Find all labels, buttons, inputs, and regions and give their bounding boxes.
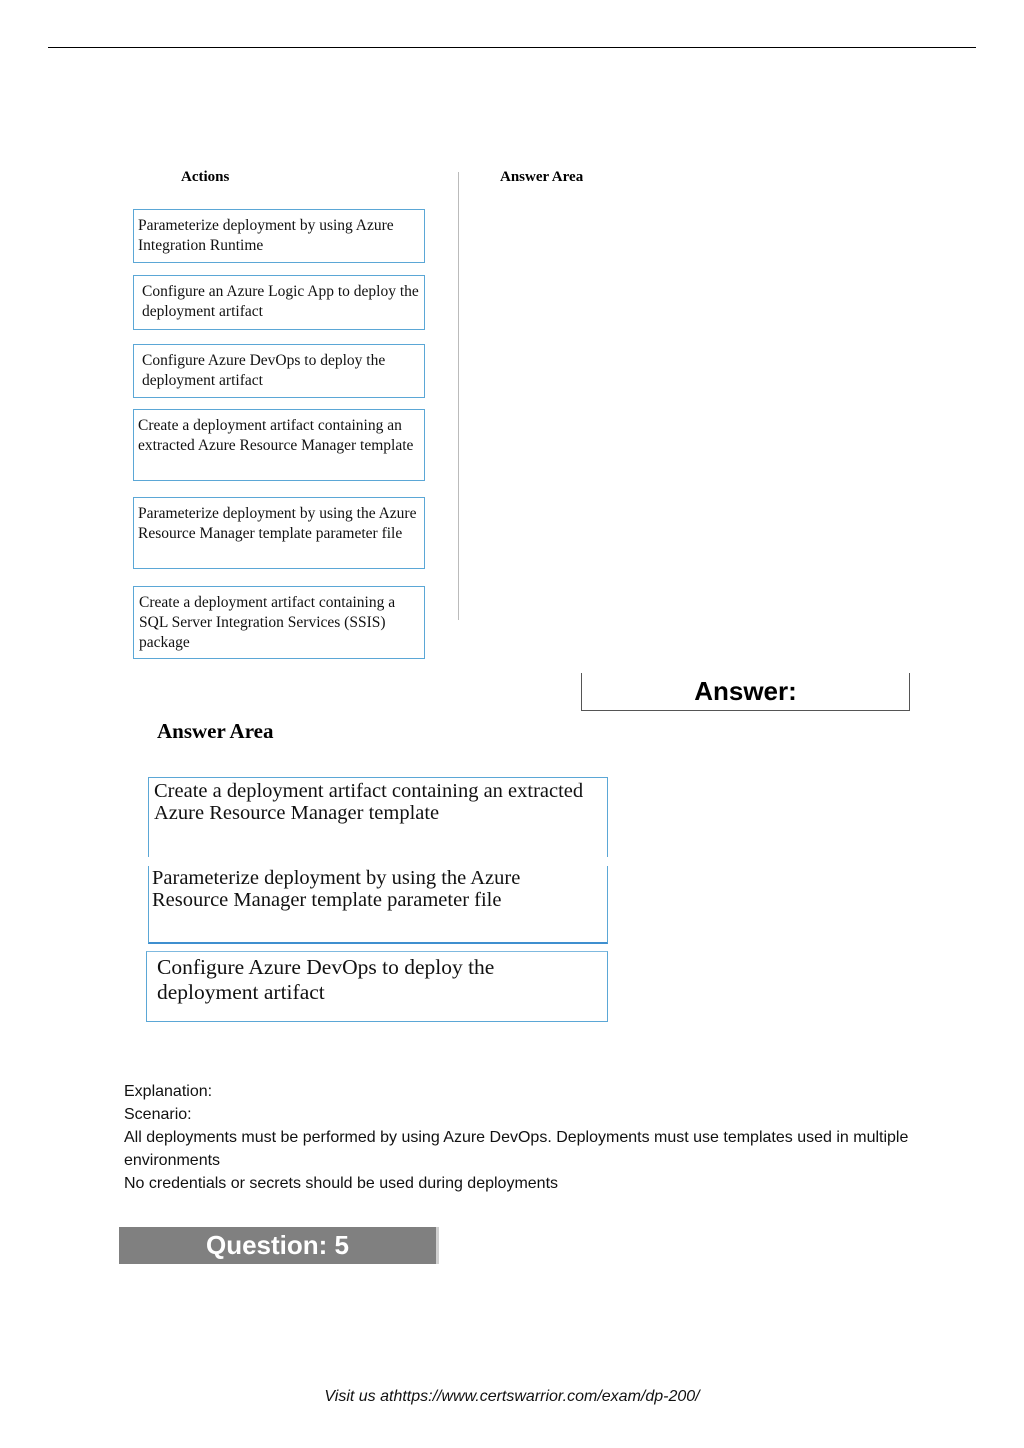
solution-step-2: Parameterize deployment by using the Azure Resource Manager template parameter file: [148, 866, 608, 944]
question-number-bar: [119, 1227, 439, 1264]
action-item-integration-runtime[interactable]: Parameterize deployment by using Azure Integration Runtime: [133, 209, 425, 263]
action-item-logic-app[interactable]: Configure an Azure Logic App to deploy the deployment artifact: [133, 275, 425, 330]
scenario-label: Scenario:: [124, 1106, 192, 1123]
action-item-arm-template-artifact[interactable]: Create a deployment artifact containing an extracted Azure Resource Manager template: [133, 409, 425, 481]
answer-label: Answer:: [581, 673, 910, 711]
actions-heading: Actions: [181, 169, 230, 185]
answer-area-heading: Answer Area: [500, 169, 584, 185]
solution-heading: Answer Area: [157, 719, 274, 743]
question-number: Question: 5: [205, 1230, 349, 1260]
explanation-line-1: All deployments must be performed by using Azure DevOps. Deployments must use templates used in multiple environments: [124, 1129, 909, 1169]
action-item-arm-parameter-file[interactable]: Parameterize deployment by using the Azure Resource Manager template parameter file: [133, 497, 425, 569]
header-rule: [48, 47, 976, 48]
explanation-label: Explanation:: [124, 1083, 213, 1100]
action-item-azure-devops[interactable]: Configure Azure DevOps to deploy the deployment artifact: [133, 344, 425, 398]
solution-step-1: Create a deployment artifact containing an extracted Azure Resource Manager template: [148, 777, 608, 857]
footer-link[interactable]: Visit us athttps://www.certswarrior.com/exam/dp-200/: [324, 1388, 700, 1405]
explanation-block: [124, 1080, 914, 1195]
action-item-ssis-package[interactable]: Create a deployment artifact containing a SQL Server Integration Services (SSIS) package: [133, 586, 425, 659]
explanation-line-2: No credentials or secrets should be used during deployments: [124, 1175, 559, 1192]
solution-step-3: Configure Azure DevOps to deploy the deployment artifact: [146, 951, 608, 1022]
panel-divider: [458, 172, 459, 620]
